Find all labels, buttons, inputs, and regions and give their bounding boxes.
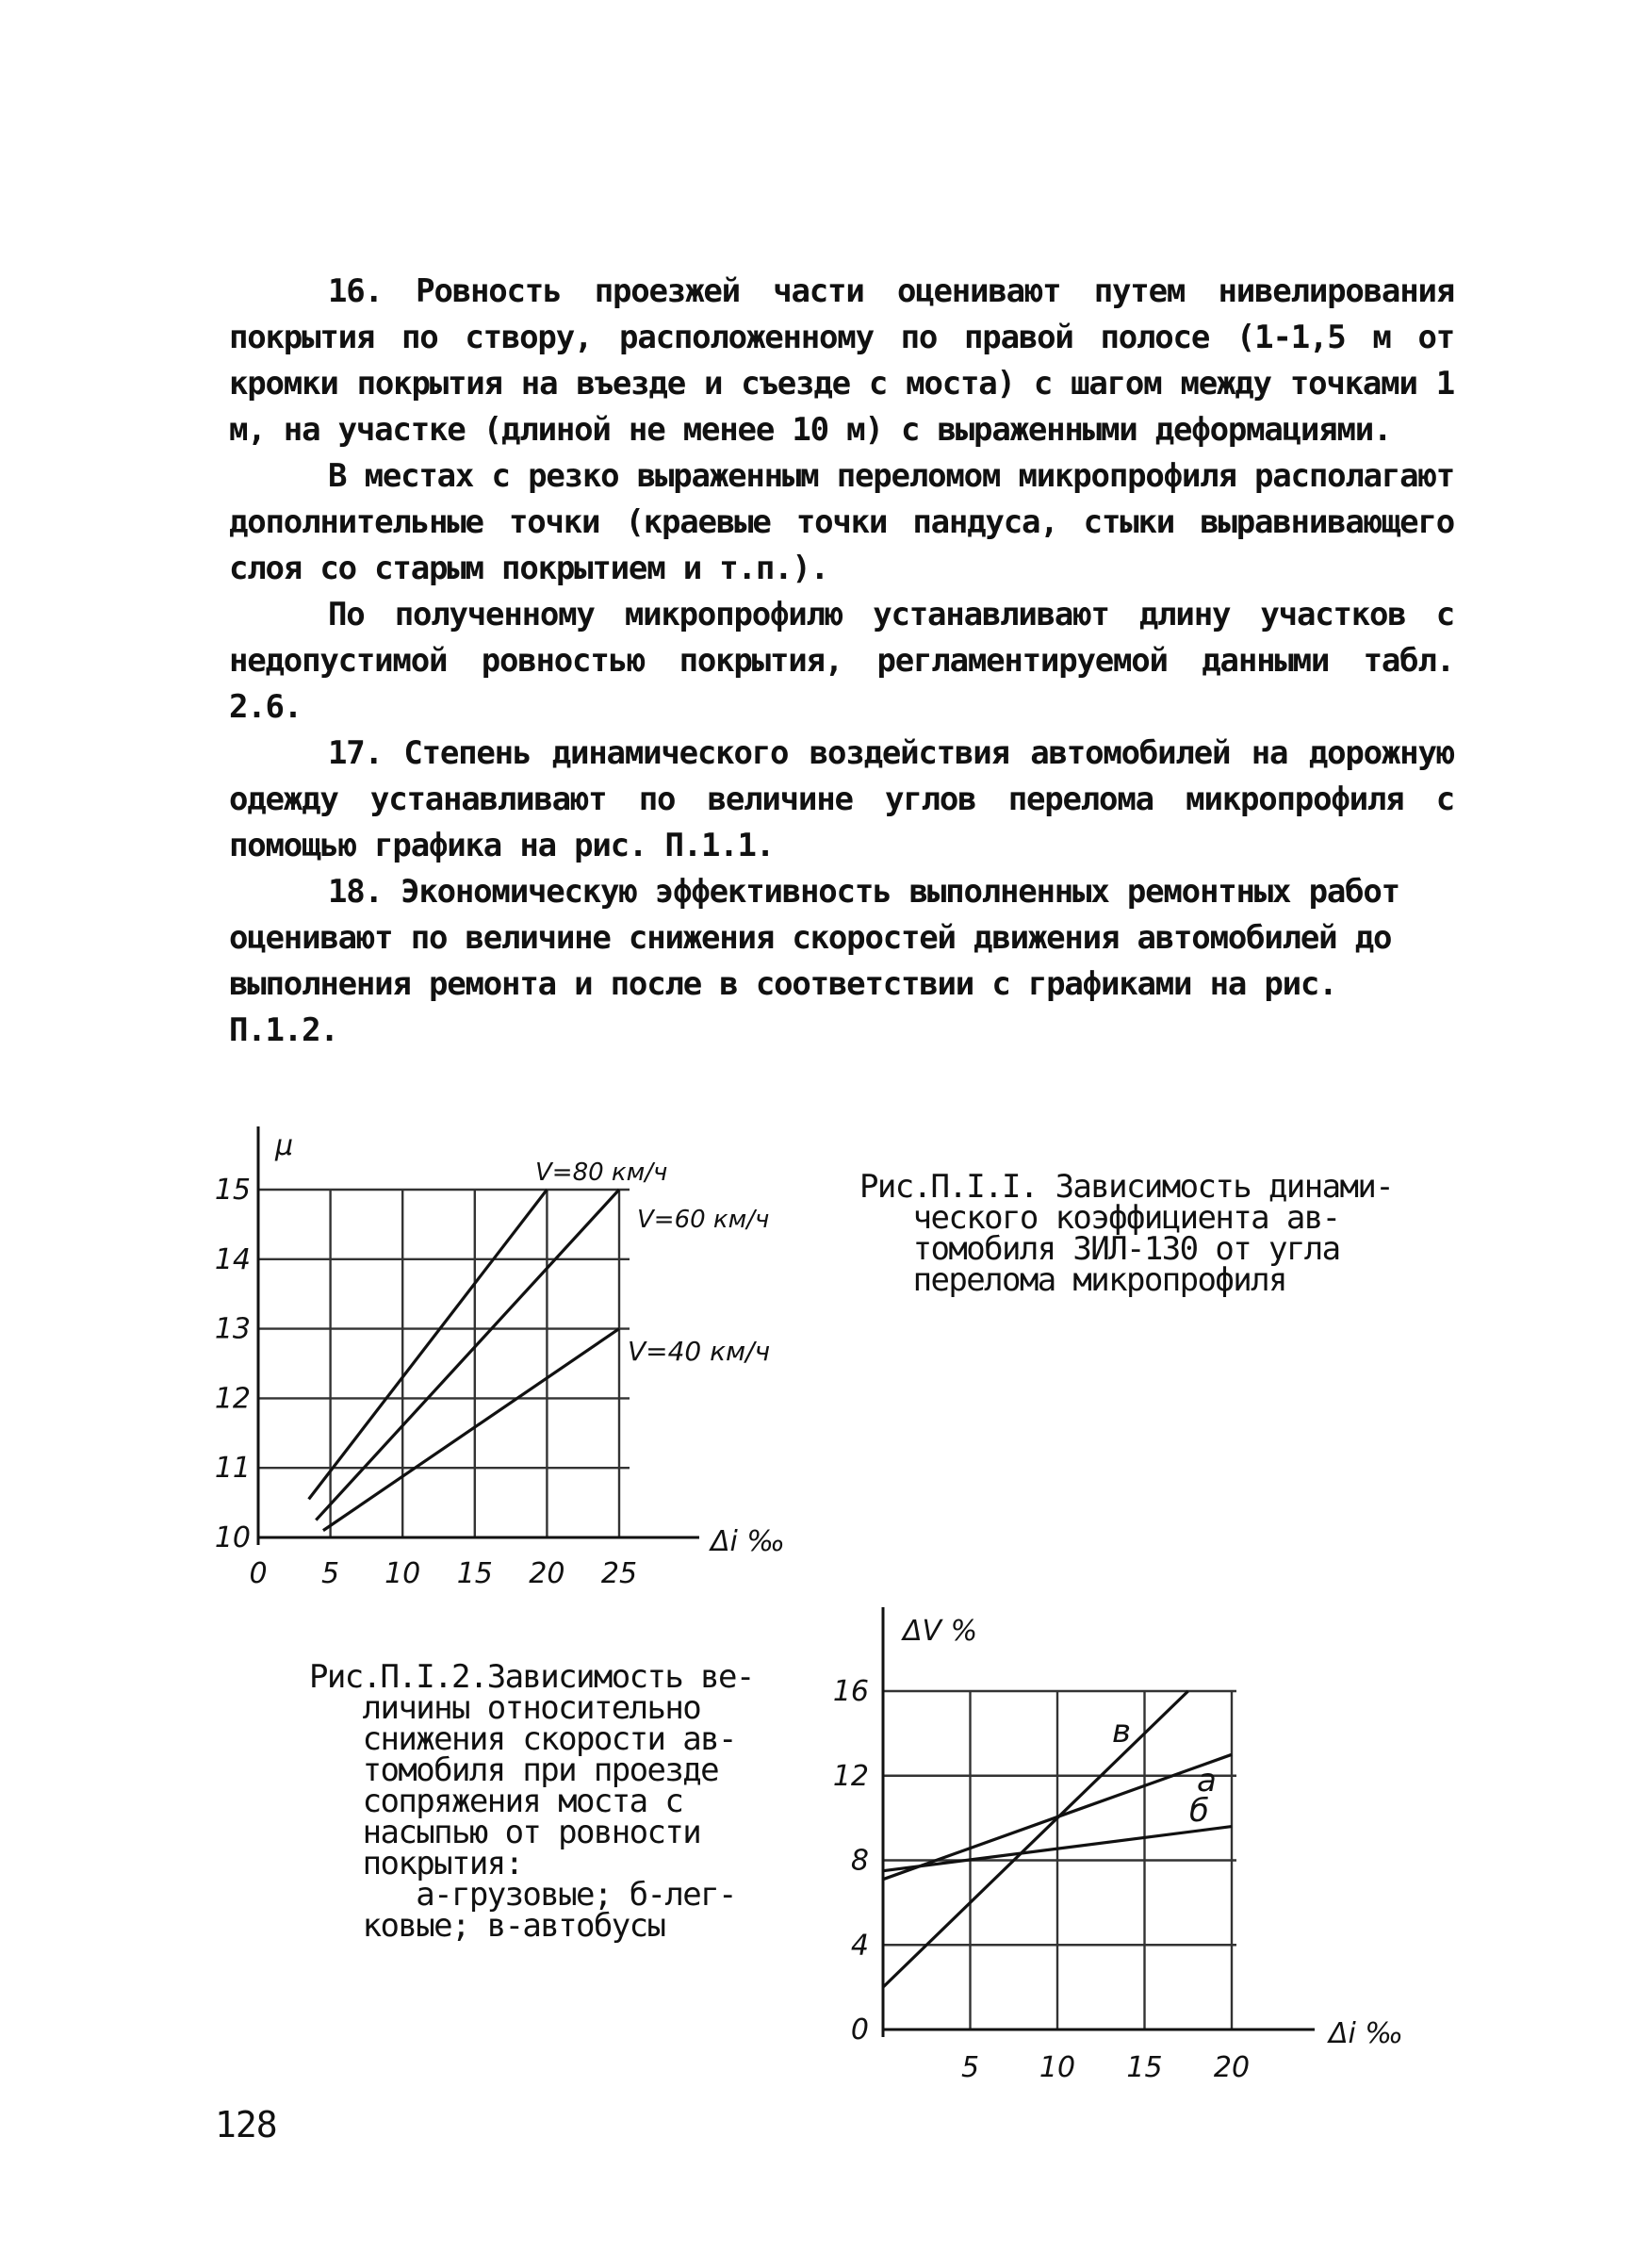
y-tick-label: 4 (850, 1929, 869, 1963)
caption-2-line: снижения скорости ав- (309, 1720, 736, 1758)
y-axis-label: ΔV % (903, 1615, 978, 1648)
x-tick-label: 5 (960, 2051, 980, 2084)
y-tick-label: 16 (832, 1675, 869, 1708)
series-label: V=60 км/ч (637, 1206, 770, 1234)
caption-2-line: личины относительно (309, 1689, 701, 1727)
caption-2-line: насыпью от ровности (309, 1814, 701, 1851)
y-tick-label: 12 (832, 1759, 869, 1793)
caption-1-line: томобиля ЗИЛ-130 от угла (859, 1230, 1340, 1268)
x-tick-label: 20 (1213, 2051, 1251, 2084)
x-tick-label: 15 (1126, 2051, 1163, 2084)
paragraph-17: 17. Степень динамического воздействия автомобилей на дорожную одежду устанавливают по величине углов перелома микропрофиля с помощью графика на рис. П.1.1. (229, 734, 1454, 864)
series-label: V=40 км/ч (628, 1336, 771, 1367)
caption-1-line: перелома микропрофиля (859, 1261, 1286, 1299)
series-label: V=80 км/ч (535, 1159, 668, 1187)
series-line (316, 1190, 619, 1520)
paragraph-16-cont: В местах с резко выраженным переломом микропрофиля располагают дополнительные точки (краевые точки пандуса, стыки выравнивающего слоя со старым покрытием и т.п.). (229, 457, 1454, 587)
caption-2-line: покрытия: (309, 1845, 523, 1882)
caption-2-line: ковые; в-автобусы (309, 1907, 665, 1945)
x-tick-label: 15 (456, 1557, 493, 1590)
caption-1-line: ческого коэффициента ав- (859, 1199, 1340, 1237)
figure-caption-1 (859, 1168, 1394, 1299)
x-tick-label: 20 (529, 1557, 565, 1590)
y-tick-label: 14 (214, 1242, 251, 1276)
series-label: б (1189, 1792, 1209, 1830)
x-axis-label: Δi ‰ (1329, 2017, 1403, 2050)
x-tick-label: 10 (384, 1557, 421, 1590)
series-label: а (1197, 1762, 1217, 1800)
caption-2-line: а-грузовые; б-лег- (309, 1876, 736, 1914)
series-label: в (1112, 1713, 1132, 1750)
caption-2-line: сопряжения моста с (309, 1783, 683, 1820)
paragraph-18: 18. Экономическую эффективность выполненных ремонтных работ оценивают по величине снижения скоростей движения автомобилей до выполнения ремонта и после в соответствии с графиками на рис. П.1.2. (229, 873, 1399, 1049)
series-line (309, 1190, 548, 1499)
paragraph-16-cont2: По полученному микропрофилю устанавливают длину участков с недопустимой ровностью покрытия, регламентируемой данными табл. 2.6. (229, 596, 1454, 726)
series-line (323, 1329, 619, 1531)
y-axis-label: μ (275, 1129, 294, 1162)
y-tick-label: 12 (214, 1382, 251, 1416)
y-tick-label: 11 (214, 1452, 251, 1486)
figure-caption-2 (309, 1658, 754, 1945)
x-axis-label: Δi ‰ (711, 1525, 785, 1558)
y-tick-label: 8 (850, 1844, 869, 1878)
caption-2-line: томобиля при проезде (309, 1751, 719, 1789)
x-tick-label: 10 (1039, 2051, 1076, 2084)
y-tick-label: 10 (214, 1521, 251, 1554)
x-tick-label: 0 (249, 1557, 268, 1590)
x-tick-label: 5 (321, 1557, 340, 1590)
y-tick-label: 15 (214, 1174, 251, 1207)
paragraph-16: 16. Ровность проезжей части оценивают путем нивелирования покрытия по створу, расположенному по правой полосе (1-1,5 м от кромки покрытия на въезде и съезде с моста) с шагом между точками 1 м, на участке (длиной не менее 10 м) с выраженными деформациями. (229, 272, 1454, 449)
x-tick-label: 25 (600, 1557, 638, 1590)
caption-2-line: Рис.П.I.2.Зависимость ве- (309, 1658, 754, 1696)
caption-1-line: Рис.П.I.I. Зависимость динами- (859, 1168, 1394, 1206)
y-tick-label: 13 (214, 1312, 251, 1346)
chart-speed-reduction (833, 1607, 1403, 2084)
y-tick-label: 0 (850, 2013, 869, 2046)
chart-dynamic-coefficient (215, 1126, 785, 1590)
page-number: 128 (215, 2104, 277, 2145)
